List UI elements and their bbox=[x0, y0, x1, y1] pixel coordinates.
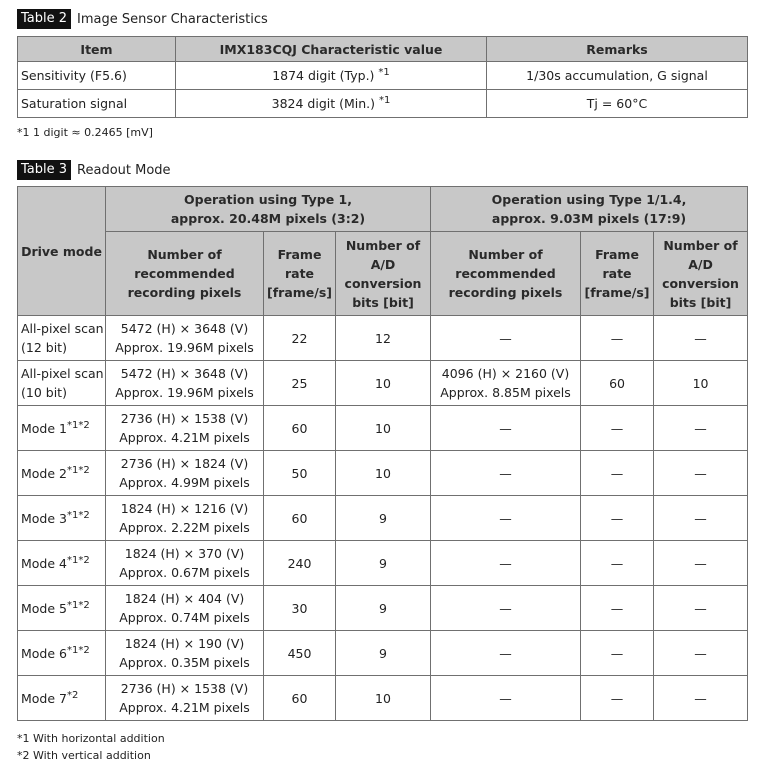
footnote-mark: *1*2 bbox=[66, 599, 90, 611]
mode-line: Mode 6 bbox=[21, 645, 67, 661]
pixels-line: Approx. 8.85M pixels bbox=[440, 385, 571, 400]
group2-line1: Operation using Type 1/1.4, bbox=[491, 192, 687, 207]
sub-line: rate bbox=[602, 266, 632, 281]
pixels-line: 1824 (H) × 370 (V) bbox=[124, 546, 245, 561]
pixels-cell-2: — bbox=[431, 451, 581, 496]
table-row bbox=[18, 62, 748, 90]
mode-line: Mode 1 bbox=[21, 420, 67, 436]
ad-bits-cell-2: — bbox=[654, 676, 748, 721]
pixels-cell-2: — bbox=[431, 406, 581, 451]
pixels-line: 4096 (H) × 2160 (V) bbox=[441, 366, 570, 381]
frame-rate-cell: 240 bbox=[264, 541, 336, 586]
frame-rate-cell-2: — bbox=[581, 676, 654, 721]
table-row bbox=[18, 316, 748, 361]
frame-rate-cell-2: — bbox=[581, 451, 654, 496]
ad-bits-cell: 10 bbox=[336, 676, 431, 721]
ad-bits-cell: 9 bbox=[336, 541, 431, 586]
table-row bbox=[18, 361, 748, 406]
frame-rate-cell: 25 bbox=[264, 361, 336, 406]
ad-bits-cell: 12 bbox=[336, 316, 431, 361]
pixels-cell bbox=[106, 586, 264, 631]
frame-rate-cell: 60 bbox=[264, 406, 336, 451]
pixels-line: Approx. 2.22M pixels bbox=[119, 520, 250, 535]
sub-line: Number of bbox=[147, 247, 222, 262]
drive-mode-cell bbox=[18, 631, 106, 676]
row-item: Saturation signal bbox=[18, 90, 176, 118]
drive-mode-cell bbox=[18, 586, 106, 631]
mode-line: Mode 2 bbox=[21, 465, 67, 481]
frame-rate-cell: 50 bbox=[264, 451, 336, 496]
mode-line: All-pixel scan bbox=[21, 366, 104, 381]
ad-bits-cell: 9 bbox=[336, 496, 431, 541]
header-pixels-2 bbox=[431, 232, 581, 316]
pixels-line: 1824 (H) × 1216 (V) bbox=[120, 501, 249, 516]
drive-mode-cell bbox=[18, 541, 106, 586]
sub-line: Number of bbox=[468, 247, 543, 262]
pixels-line: 5472 (H) × 3648 (V) bbox=[120, 366, 249, 381]
table3-caption bbox=[17, 160, 171, 180]
pixels-cell-2: — bbox=[431, 496, 581, 541]
table3-footnote-2: *2 With vertical addition bbox=[17, 749, 151, 762]
ad-bits-cell-2: — bbox=[654, 541, 748, 586]
image-sensor-table bbox=[17, 36, 748, 118]
pixels-cell bbox=[106, 406, 264, 451]
pixels-cell-2: — bbox=[431, 631, 581, 676]
table3-tag: Table 3 bbox=[17, 160, 71, 180]
pixels-line: 1824 (H) × 404 (V) bbox=[124, 591, 245, 606]
ad-bits-cell-2: — bbox=[654, 631, 748, 676]
sub-line: bits [bit] bbox=[669, 294, 732, 310]
pixels-cell bbox=[106, 676, 264, 721]
drive-mode-cell bbox=[18, 406, 106, 451]
footnote-mark: *1*2 bbox=[66, 464, 90, 476]
row-item: Sensitivity (F5.6) bbox=[18, 62, 176, 90]
sub-line: Number of bbox=[663, 237, 738, 253]
frame-rate-cell: 22 bbox=[264, 316, 336, 361]
ad-bits-cell: 10 bbox=[336, 361, 431, 406]
pixels-cell bbox=[106, 451, 264, 496]
pixels-line: 2736 (H) × 1538 (V) bbox=[120, 411, 249, 426]
pixels-cell bbox=[106, 496, 264, 541]
pixels-cell bbox=[106, 361, 264, 406]
footnote-mark: *2 bbox=[66, 689, 79, 701]
table3-title: Readout Mode bbox=[77, 162, 171, 178]
mode-line: (10 bit) bbox=[21, 385, 67, 400]
pixels-cell-2: — bbox=[431, 541, 581, 586]
table2-caption bbox=[17, 9, 268, 29]
pixels-cell-2: — bbox=[431, 676, 581, 721]
pixels-cell-2: — bbox=[431, 316, 581, 361]
mode-line: Mode 3 bbox=[21, 510, 67, 526]
pixels-line: Approx. 0.67M pixels bbox=[119, 565, 250, 580]
header-type1-group bbox=[106, 187, 431, 232]
mode-line: All-pixel scan bbox=[21, 321, 104, 336]
sub-header-row bbox=[18, 232, 748, 316]
pixels-line: Approx. 4.21M pixels bbox=[119, 700, 250, 715]
drive-mode-cell bbox=[18, 316, 106, 361]
table2-title: Image Sensor Characteristics bbox=[77, 11, 268, 27]
mode-line: (12 bit) bbox=[21, 340, 67, 355]
header-type1-4-group bbox=[431, 187, 748, 232]
table-row bbox=[18, 496, 748, 541]
table-row bbox=[18, 586, 748, 631]
frame-rate-cell-2: — bbox=[581, 586, 654, 631]
sub-line: A/D bbox=[688, 256, 713, 272]
sub-line: A/D bbox=[370, 256, 396, 272]
pixels-cell-2 bbox=[431, 361, 581, 406]
sub-line: bits [bit] bbox=[352, 294, 414, 310]
footnote-mark: *1 bbox=[379, 94, 391, 106]
pixels-line: Approx. 4.21M pixels bbox=[119, 430, 250, 445]
value-text: 3824 digit (Min.) bbox=[271, 96, 376, 111]
frame-rate-cell-2: — bbox=[581, 316, 654, 361]
table-row bbox=[18, 406, 748, 451]
ad-bits-cell-2: — bbox=[654, 586, 748, 631]
mode-line: Mode 5 bbox=[21, 600, 67, 616]
row-value bbox=[176, 90, 487, 118]
pixels-line: Approx. 4.99M pixels bbox=[119, 475, 250, 490]
drive-mode-cell bbox=[18, 361, 106, 406]
group1-line2: approx. 20.48M pixels (3:2) bbox=[170, 211, 366, 226]
ad-bits-cell-2: — bbox=[654, 451, 748, 496]
pixels-line: 5472 (H) × 3648 (V) bbox=[120, 321, 249, 336]
header-ad-bits bbox=[336, 232, 431, 316]
pixels-cell bbox=[106, 631, 264, 676]
ad-bits-cell: 10 bbox=[336, 406, 431, 451]
value-text: 1874 digit (Typ.) bbox=[272, 68, 375, 83]
table-row bbox=[18, 631, 748, 676]
table-row bbox=[18, 451, 748, 496]
header-item: Item bbox=[18, 37, 176, 62]
sub-line: conversion bbox=[344, 275, 422, 291]
table-row bbox=[18, 676, 748, 721]
pixels-cell-2: — bbox=[431, 586, 581, 631]
ad-bits-cell-2: 10 bbox=[654, 361, 748, 406]
ad-bits-cell: 10 bbox=[336, 451, 431, 496]
group-header-row bbox=[18, 187, 748, 232]
table2-tag: Table 2 bbox=[17, 9, 71, 29]
footnote-mark: *1*2 bbox=[66, 419, 90, 431]
header-frame-rate bbox=[264, 232, 336, 316]
frame-rate-cell-2: — bbox=[581, 631, 654, 676]
table-header-row bbox=[18, 37, 748, 62]
ad-bits-cell-2: — bbox=[654, 316, 748, 361]
table2-footnote: *1 1 digit ≈ 0.2465 [mV] bbox=[17, 126, 153, 139]
mode-line: Mode 4 bbox=[21, 555, 67, 571]
pixels-cell bbox=[106, 541, 264, 586]
pixels-line: Approx. 19.96M pixels bbox=[115, 385, 254, 400]
ad-bits-cell-2: — bbox=[654, 496, 748, 541]
frame-rate-cell: 60 bbox=[264, 496, 336, 541]
readout-mode-table bbox=[17, 186, 748, 721]
frame-rate-cell-2: — bbox=[581, 496, 654, 541]
row-remarks: 1/30s accumulation, G signal bbox=[487, 62, 748, 90]
footnote-mark: *1*2 bbox=[66, 509, 90, 521]
sub-line: recording pixels bbox=[127, 285, 242, 300]
sub-line: conversion bbox=[662, 275, 739, 291]
frame-rate-cell-2: — bbox=[581, 541, 654, 586]
drive-mode-cell bbox=[18, 676, 106, 721]
pixels-line: 2736 (H) × 1824 (V) bbox=[120, 456, 249, 471]
table-row bbox=[18, 541, 748, 586]
frame-rate-cell-2: — bbox=[581, 406, 654, 451]
row-value bbox=[176, 62, 487, 90]
group1-line1: Operation using Type 1, bbox=[184, 192, 352, 207]
pixels-line: Approx. 0.74M pixels bbox=[119, 610, 250, 625]
sub-line: [frame/s] bbox=[267, 285, 332, 300]
sub-line: recommended bbox=[455, 266, 556, 281]
readout-mode-body bbox=[18, 316, 748, 721]
pixels-cell bbox=[106, 316, 264, 361]
header-frame-rate-2 bbox=[581, 232, 654, 316]
drive-mode-cell bbox=[18, 496, 106, 541]
footnote-mark: *1*2 bbox=[66, 554, 90, 566]
sub-line: [frame/s] bbox=[584, 285, 650, 300]
header-ad-bits-2 bbox=[654, 232, 748, 316]
pixels-line: 2736 (H) × 1538 (V) bbox=[120, 681, 249, 696]
frame-rate-cell-2: 60 bbox=[581, 361, 654, 406]
mode-line: Mode 7 bbox=[21, 690, 67, 706]
sub-line: Frame bbox=[595, 247, 639, 262]
pixels-line: Approx. 0.35M pixels bbox=[119, 655, 250, 670]
group2-line2: approx. 9.03M pixels (17:9) bbox=[491, 211, 687, 226]
ad-bits-cell: 9 bbox=[336, 631, 431, 676]
table3-footnote-1: *1 With horizontal addition bbox=[17, 732, 165, 745]
sub-line: recommended bbox=[134, 266, 235, 281]
row-remarks: Tj = 60°C bbox=[487, 90, 748, 118]
table-row bbox=[18, 90, 748, 118]
pixels-line: 1824 (H) × 190 (V) bbox=[124, 636, 245, 651]
frame-rate-cell: 60 bbox=[264, 676, 336, 721]
footnote-mark: *1*2 bbox=[66, 644, 90, 656]
header-value: IMX183CQJ Characteristic value bbox=[176, 37, 487, 62]
header-remarks: Remarks bbox=[487, 37, 748, 62]
pixels-line: Approx. 19.96M pixels bbox=[115, 340, 254, 355]
frame-rate-cell: 450 bbox=[264, 631, 336, 676]
footnote-mark: *1 bbox=[378, 66, 390, 78]
drive-mode-cell bbox=[18, 451, 106, 496]
ad-bits-cell: 9 bbox=[336, 586, 431, 631]
frame-rate-cell: 30 bbox=[264, 586, 336, 631]
sub-line: Frame bbox=[277, 247, 322, 262]
ad-bits-cell-2: — bbox=[654, 406, 748, 451]
sub-line: Number of bbox=[345, 237, 421, 253]
header-drive-mode: Drive mode bbox=[18, 187, 106, 316]
sub-line: rate bbox=[284, 266, 315, 281]
sub-line: recording pixels bbox=[448, 285, 563, 300]
header-pixels bbox=[106, 232, 264, 316]
